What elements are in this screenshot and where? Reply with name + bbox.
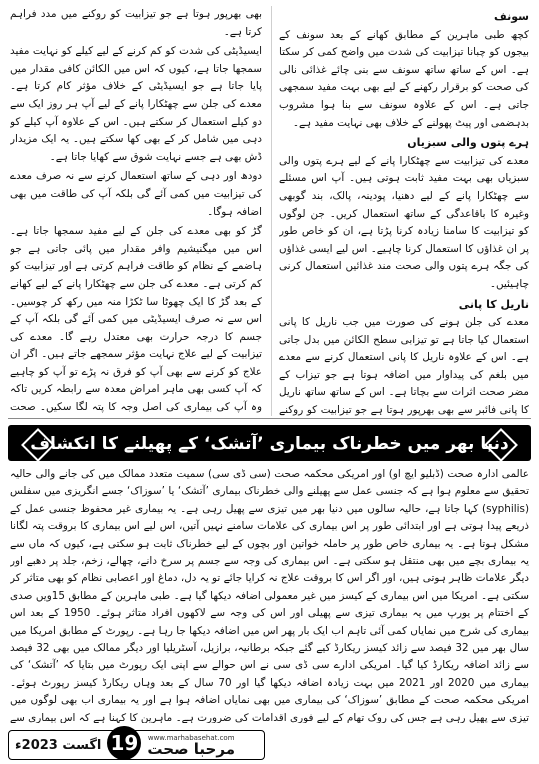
paragraph-fennel: کچھ طبی ماہرین کے مطابق کھانے کے بعد سونف کے بیجوں کو چبانا تیزابیت کی شدت میں واضح کمی کر سکتا ہے۔ اس کے ساتھ ساتھ سونف سے بنی چائے غذائی نالی کی صحت کو برقرار رکھنے کے لیے بھی بہت مفید سمجھی جاتی ہے۔ اس کے علاوہ سونف سے بنا ہوا مشروب بدہضمی اور پیٹ پھولنے کے خلاف بھی نہایت مفید ہے۔ — [279, 28, 529, 129]
left-column — [10, 6, 262, 418]
paragraph-jaggery: گڑ کو بھی معدے کی جلن کے لیے مفید سمجھا جاتا ہے۔ اس میں میگنیشیم وافر مقدار میں پائی جاتی ہے جو ہاضمے کے نظام کو طاقت فراہم کرتی ہے اور تیزابیت کو کم کرتی ہے۔ معدے کی جلن سے چھٹکارا پانے کے لیے کھانے کے بعد گڑ کا ایک چھوٹا سا ٹکڑا منہ میں رکھ کر چوسیں۔ اس سے نہ صرف ایسیڈیٹی میں کمی آئے گی بلکہ آپ کے جسم کا درجہ حرارت بھی معتدل رہے گا۔ معدے کی تیزابیت کے لیے علاج نہایت مؤثر سمجھے جاتے ہیں۔ اگر ان علاج کو کرنے سے بھی آپ کو فرق نہ پڑے تو آپ کو چاہیے کہ آپ کسی بھی ماہر امراض معدہ سے رابطہ کریں تاکہ وہ آپ کی بیماری کی اصل وجہ کا پتہ لگا سکیں۔ صحت — [10, 225, 262, 414]
issue-date: اگست 2023ء — [15, 737, 102, 753]
paragraph-coconut-water: معدے کی جلن ہونے کی صورت میں جب ناریل کا پانی استعمال کیا جاتا ہے تو تیزابی سطح الکائن میں بدل جاتی ہے۔ اس کے علاوہ ناریل کا پانی استعمال کرنے سے معدے میں بلغم کی پیداوار میں اضافہ ہوتا ہے جو تیزاب کے مضر صحت اثرات سے بچاتا ہے۔ اس کے ساتھ ساتھ ناریل کا پانی فائبر سے بھی بھرپور ہوتا ہے جو تیزابیت کو روکنے — [279, 316, 529, 417]
column-divider — [271, 6, 272, 416]
magazine-logo — [141, 734, 241, 757]
section-divider — [8, 418, 531, 419]
right-column — [279, 6, 529, 418]
page-footer — [8, 730, 531, 760]
heading-green-vegetables: ہرے پتوں والی سبزیاں — [407, 136, 529, 150]
paragraph-banana: ایسیڈیٹی کی شدت کو کم کرنے کے لیے کیلے کو نہایت مفید سمجھا جاتا ہے، کیوں کہ اس میں الکائن کافی مقدار میں پایا جاتا ہے جو ایسیڈیٹی کے خلاف مؤثر کام کرتا ہے۔ معدے کی جلن سے چھٹکارا پانے کے لیے آپ ہر روز ایک سے دو کیلے استعمال کر سکتے ہیں۔ اس کے علاوہ آپ کیلے کو دہی میں شامل کر کے بھی کھا سکتے ہیں۔ یہ ایک مزیدار ڈش بھی ہے جسے نہایت شوق سے کھایا جاتا ہے۔ — [10, 45, 262, 163]
article-body — [10, 466, 529, 723]
footer-box — [8, 730, 265, 760]
article-paragraph: عالمی ادارہ صحت (ڈبلیو ایچ او) اور امریکی محکمہ صحت (سی ڈی سی) سمیت متعدد ممالک میں کی جانے والی حالیہ تحقیق سے معلوم ہوا ہے کہ جنسی عمل سے پھیلنے والی خطرناک بیماری ’آتشک‘ یا ’سوزاک‘ جسے انگریزی میں سفلس (syphilis) کہا جاتا ہے، حالیہ سالوں میں دنیا بھر میں تیزی سے پھیل رہی ہے۔ یہ بیماری غیر محفوظ جنسی عمل کے ذریعے پیدا ہوتی ہے اور ابتدائی طور پر اس بیماری کی علامات سامنے نہیں آتیں، اس لیے اس بیماری کا بروقت پتہ لگانا مشکل ہوتا ہے۔ یہ بیماری خاص طور پر حاملہ خواتین اور بچوں کے لیے خطرناک ثابت ہو سکتی ہے، کیوں کہ ماں سے یہ بیماری بچے میں بھی منتقل ہو سکتی ہے۔ اس بیماری کی وجہ سے جسم پر سرخ دانے، چھالے، زخم، جلد پر دھبے اور دیگر علامات ظاہر ہوتی ہیں، اور اگر اس کا بروقت علاج نہ کرایا جائے تو یہ دل، دماغ اور اعصابی نظام کو بھی متاثر کر سکتی ہے۔ امریکا میں اس بیماری کے کیسز میں غیر معمولی اضافہ دیکھا گیا ہے۔ طبی ماہرین کے مطابق 15ویں صدی کے اختتام پر یورپ میں یہ بیماری تیزی سے پھیلی اور اس کی وجہ سے لاکھوں افراد متاثر ہوئے۔ 1950 کے بعد اس بیماری کی شرح میں نمایاں کمی آئی تاہم اب ایک بار پھر اس میں اضافہ دیکھا جا رہا ہے۔ رپورٹ کے مطابق امریکا میں سال بھر میں 32 فیصد سے زائد کیسز ریکارڈ کیے گئے جبکہ برطانیہ، برازیل، آسٹریلیا اور دیگر ممالک میں بھی 32 فیصد سے زائد اضافہ ریکارڈ کیا گیا۔ امریکی ادارے سی ڈی سی نے اس حوالے سے اپنی ایک رپورٹ میں بتایا کہ ’آتشک‘ کی بیماری میں 2020 اور 2021 میں بہت زیادہ اضافہ دیکھا گیا اور 70 سال کے بعد وہاں ریکارڈ کیسز رپورٹ ہوئے۔ امریکی محکمہ صحت کے مطابق ’سوزاک‘ کی بیماری میں بھی نمایاں اضافہ ہوا ہے اور یہ بیماری اب بھی لوگوں میں تیزی سے پھیل رہی ہے جس کی روک تھام کے لیے فوری اقدامات کی ضرورت ہے۔ ماہرین کا کہنا ہے کہ اس بیماری سے — [10, 468, 529, 723]
heading-fennel: سونف — [494, 10, 529, 23]
magazine-name: مرحبا صحت — [147, 739, 235, 758]
paragraph-green-vegetables: معدے کی تیزابیت سے چھٹکارا پانے کے لیے ہرے پتوں والی سبزیاں بھی بہت مفید ثابت ہوتی ہیں۔ آپ اس مسئلے سے چھٹکارا پانے کے لیے دھنیا، پودینہ، پالک، بند گوبھی وغیرہ کا باقاعدگی کے ساتھ استعمال کریں۔ جن لوگوں کو تیزابیت کا سامنا زیادہ کرنا پڑتا ہے، ان کو خاص طور پر ان غذاؤں کا استعمال کرنا چاہیے۔ اس لیے ایسی غذاؤں کی جگہ ہرے پتوں والی صحت مند غذائیں استعمال کرنی چاہیئیں۔ — [279, 154, 529, 290]
paragraph-milk-yogurt: دودھ اور دہی کے ساتھ استعمال کرنے سے نہ صرف معدے کی تیزابیت میں کمی آئے گی بلکہ آپ کی طاقت میں بھی اضافہ ہوگا۔ — [10, 170, 262, 218]
article-title-banner — [8, 425, 531, 461]
article-title: دنیا بھر میں خطرناک بیماری ’آتشک‘ کے پھیلنے کا انکشاف — [30, 433, 509, 454]
paragraph-continued: بھی بھرپور ہوتا ہے جو تیزابیت کو روکنے میں مدد فراہم کرتا ہے۔ — [10, 8, 262, 38]
heading-coconut-water: ناریل کا پانی — [458, 297, 529, 311]
website-url: www.marhabasehat.com — [147, 733, 235, 742]
page-number: 19 — [107, 726, 141, 760]
